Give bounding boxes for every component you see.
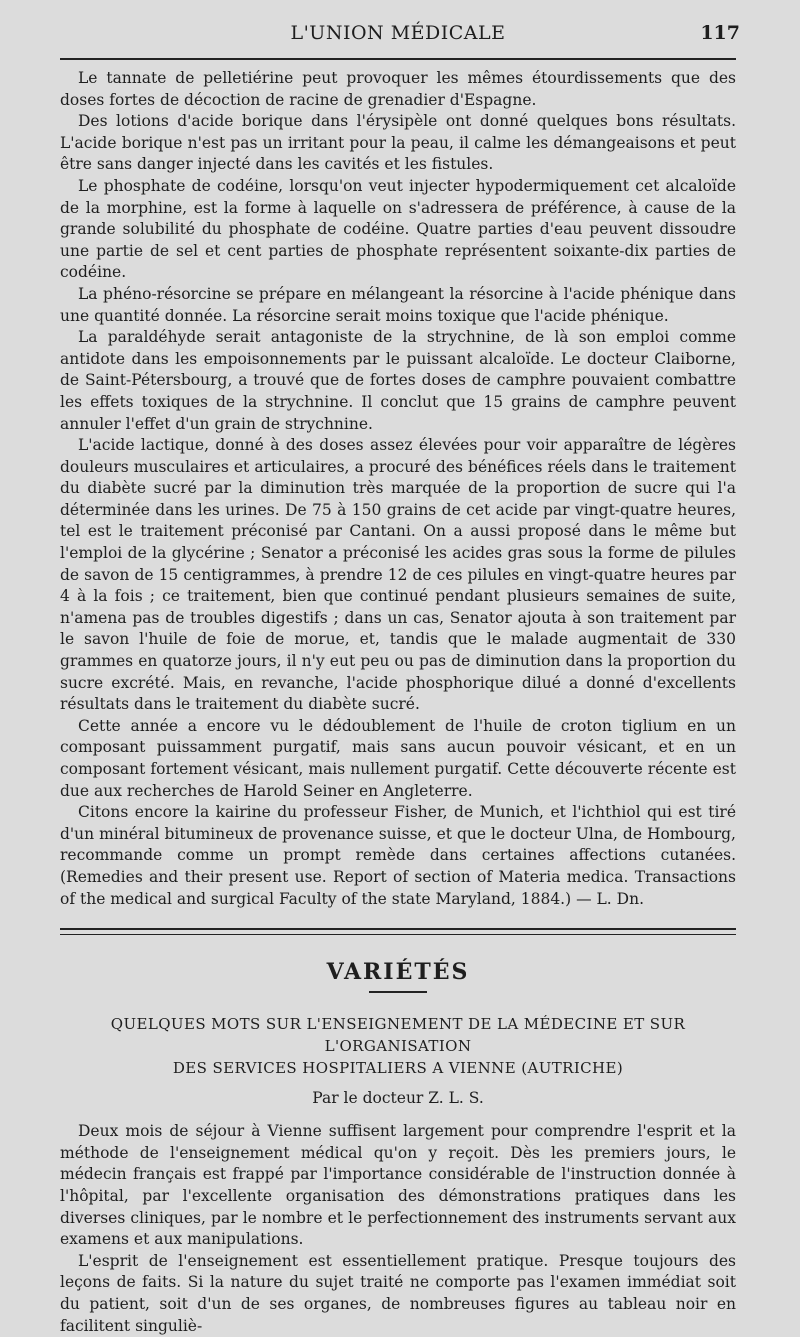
section-divider [60, 928, 736, 935]
paragraph: La paraldéhyde serait antagoniste de la strychnine, de là son emploi comme antidote dans les empoisonnements par le puissant alcaloïde. Le docteur Claiborne, de Saint-Pétersbourg, a trouvé que de fortes doses de camphre pouvaient combattre les effets toxiques de la strychnine. Il conclut que 15 grains de camphre peuvent annuler l'effet d'un grain de strychnine. [60, 328, 736, 433]
article-title-line: QUELQUES MOTS SUR L'ENSEIGNEMENT DE LA MÉDECINE ET SUR L'ORGANISATION [110, 1015, 686, 1056]
title-rule [369, 991, 427, 993]
page-header [60, 22, 740, 52]
paragraph: La phéno-résorcine se prépare en mélangeant la résorcine à l'acide phénique dans une quantité donnée. La résorcine serait moins toxique que l'acide phénique. [60, 284, 736, 325]
article-body [60, 1121, 736, 1337]
article-title [60, 1013, 736, 1079]
paragraph: Des lotions d'acide borique dans l'érysipèle ont donné quelques bons résultats. L'acide borique n'est pas un irritant pour la peau, il calme les démangeaisons et peut être sans danger injecté dans les cavités et les fistules. [60, 112, 736, 174]
running-title: L'UNION MÉDICALE [290, 22, 506, 44]
byline: Par le docteur Z. L. S. [312, 1089, 484, 1108]
section-title: VARIÉTÉS [326, 959, 470, 986]
header-rule [60, 58, 736, 60]
paragraph: L'acide lactique, donné à des doses assez élevées pour voir apparaître de légères douleurs musculaires et articulaires, a procuré des bénéfices réels dans le traitement du diabète sucré par la diminution très marquée de la proportion de sucre qui l'a déterminée dans les urines. De 75 à 150 grains de cet acide par vingt-quatre heures, tel est le traitement préconisé par Cantani. On a aussi proposé dans le même but l'emploi de la glycérine ; Senator a préconisé les acides gras sous la forme de pilules de savon de 15 centigrammes, à prendre 12 de ces pilules en vingt-quatre heures par 4 à la fois ; ce traitement, bien que continué pendant plusieurs semaines de suite, n'amena pas de troubles digestifs ; dans un cas, Senator ajouta à son traitement par le savon l'huile de foie de morue, et, tandis que le malade augmentait de 330 grammes en quatorze jours, il n'y eut peu ou pas de diminution dans la proportion du sucre excrété. Mais, en revanche, l'acide phosphorique dilué a donné d'excellents résultats dans le traitement du diabète sucré. [60, 436, 736, 714]
paragraph: Le tannate de pelletiérine peut provoquer les mêmes étourdissements que des doses fortes de décoction de racine de grenadier d'Espagne. [60, 69, 736, 109]
notes-section [60, 68, 736, 910]
paragraph: L'esprit de l'enseignement est essentiellement pratique. Presque toujours des leçons de faits. Si la nature du sujet traité ne comporte pas l'examen immédiat soit du patient, soit d'un de ses organes, de nombreuses figures au tableau noir en facilitent singuliè- [60, 1251, 736, 1335]
paragraph: Citons encore la kairine du professeur Fisher, de Munich, et l'ichthiol qui est tiré d'un minéral bitumineux de provenance suisse, et que le docteur Ulna, de Hombourg, recommande comme un prompt remède dans certaines affections cutanées. (Remedies and their present use. Report of section of Materia medica. Transactions of the medical and surgical Faculty of the state Maryland, 1884.) — L. Dn. [60, 803, 736, 908]
page-number: 117 [700, 22, 740, 44]
paragraph: Le phosphate de codéine, lorsqu'on veut injecter hypodermiquement cet alcaloïde de la morphine, est la forme à laquelle on s'adressera de préférence, à cause de la grande solubilité du phosphate de codéine. Quatre parties d'eau peuvent dissoudre une partie de sel et cent parties de phosphate représentent soixante-dix parties de codéine. [60, 176, 736, 282]
article-title-line: DES SERVICES HOSPITALIERS A VIENNE (AUTRICHE) [172, 1059, 624, 1078]
paragraph: Cette année a encore vu le dédoublement de l'huile de croton tiglium en un composant puissamment purgatif, mais sans aucun pouvoir vésicant, et en un composant fortement vésicant, mais nullement purgatif. Cette découverte récente est due aux recherches de Harold Seiner en Angleterre. [60, 716, 736, 800]
paragraph: Deux mois de séjour à Vienne suffisent largement pour comprendre l'esprit et la méthode de l'enseignement médical qu'on y reçoit. Dès les premiers jours, le médecin français est frappé par l'importance considérable de l'instruction donnée à l'hôpital, par l'excellente organisation des démonstrations pratiques dans les diverses cliniques, par le nombre et le perfectionnement des instruments servant aux examens et aux manipulations. [60, 1122, 736, 1249]
